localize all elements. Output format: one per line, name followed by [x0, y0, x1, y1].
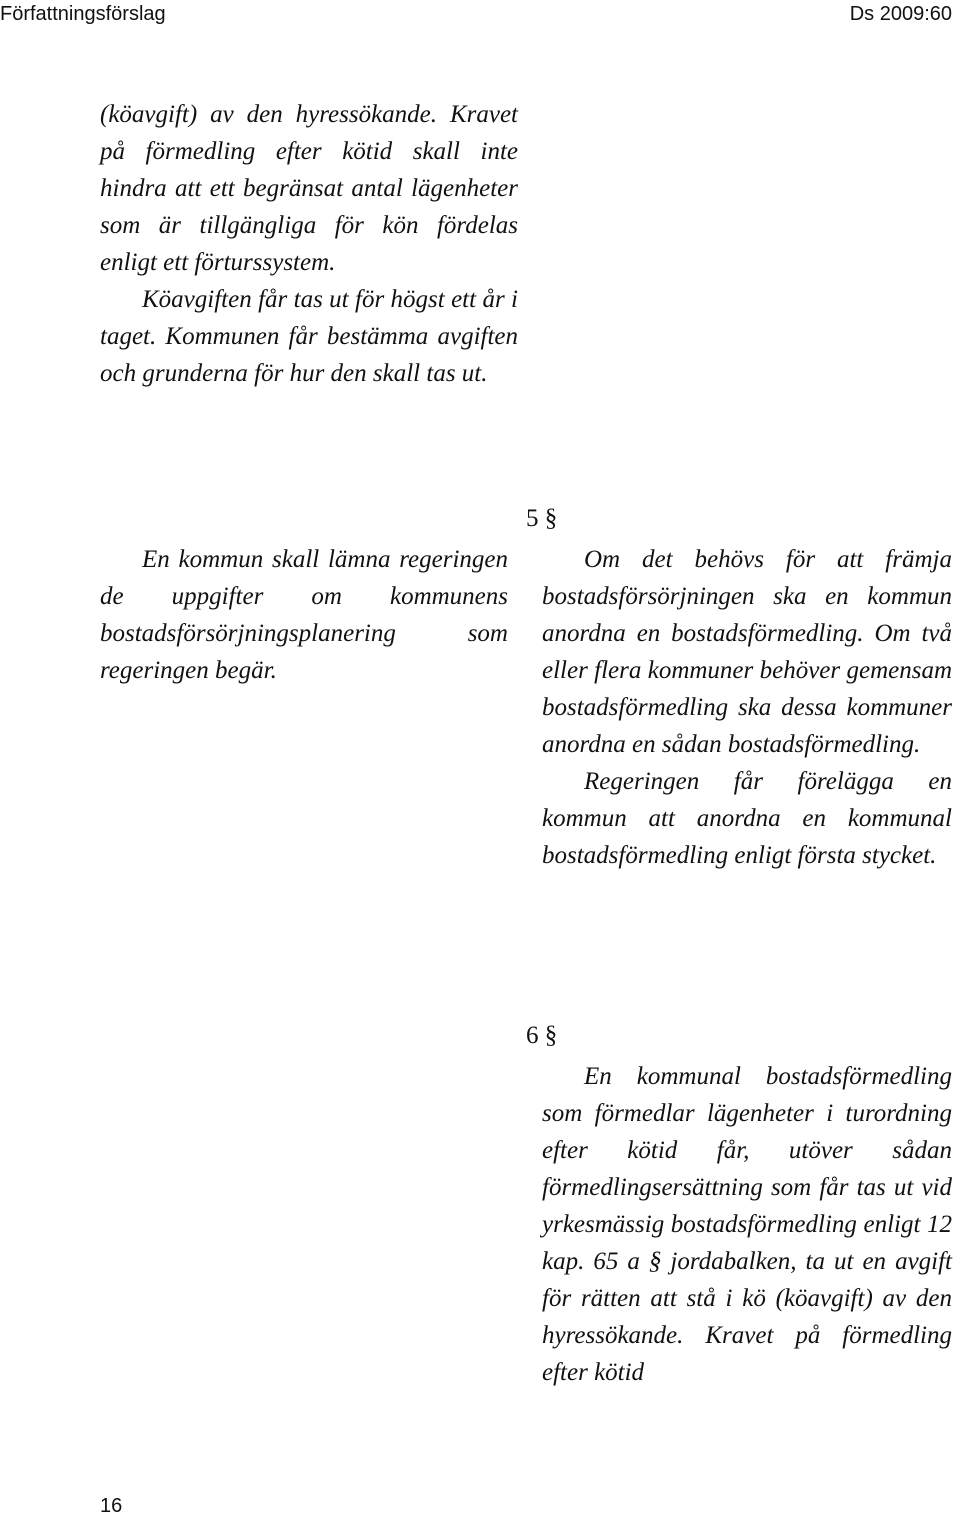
- paragraph: Regeringen får förelägga en kommun att anordna en kommunal bostadsförmedling enligt första stycket.: [542, 768, 952, 869]
- section-5-text: [542, 541, 952, 874]
- paragraph: Om det behövs för att främja bostadsförsörjningen ska en kommun anordna en bostadsförmedling. Om två eller flera kommuner behöver gemensam bostadsförmedling ska dessa kommuner anordna en sådan bostadsförmedling.: [542, 546, 952, 758]
- section-5-number: 5 §: [526, 505, 558, 532]
- running-header-title: Författningsförslag: [0, 3, 166, 25]
- left-column-paragraph: [100, 541, 508, 689]
- section-6-text: [542, 1058, 952, 1391]
- paragraph: En kommun skall lämna regeringen de uppgifter om kommunens bostadsförsörjningsplanering som regeringen begär.: [100, 546, 508, 684]
- paragraph: (köavgift) av den hyressökande. Kravet på förmedling efter kötid skall inte hindra att ett begränsat antal lägenheter som är tillgängliga för kön fördelas enligt ett förturssystem.: [100, 101, 518, 276]
- document-number: Ds 2009:60: [849, 3, 952, 25]
- page-number: 16: [100, 1495, 123, 1517]
- left-column-continuation: [100, 96, 518, 392]
- paragraph: En kommunal bostadsförmedling som förmedlar lägenheter i turordning efter kötid får, utöver sådan förmedlingsersättning som får tas ut vid yrkesmässig bostadsförmedling enligt 12 kap. 65 a § jordabalken, ta ut en avgift för rätten att stå i kö (köavgift) av den hyressökande. Kravet på förmedling efter kötid: [542, 1063, 952, 1386]
- paragraph: Köavgiften får tas ut för högst ett år i taget. Kommunen får bestämma avgiften och grunderna för hur den skall tas ut.: [100, 286, 518, 387]
- section-6-number: 6 §: [526, 1022, 558, 1049]
